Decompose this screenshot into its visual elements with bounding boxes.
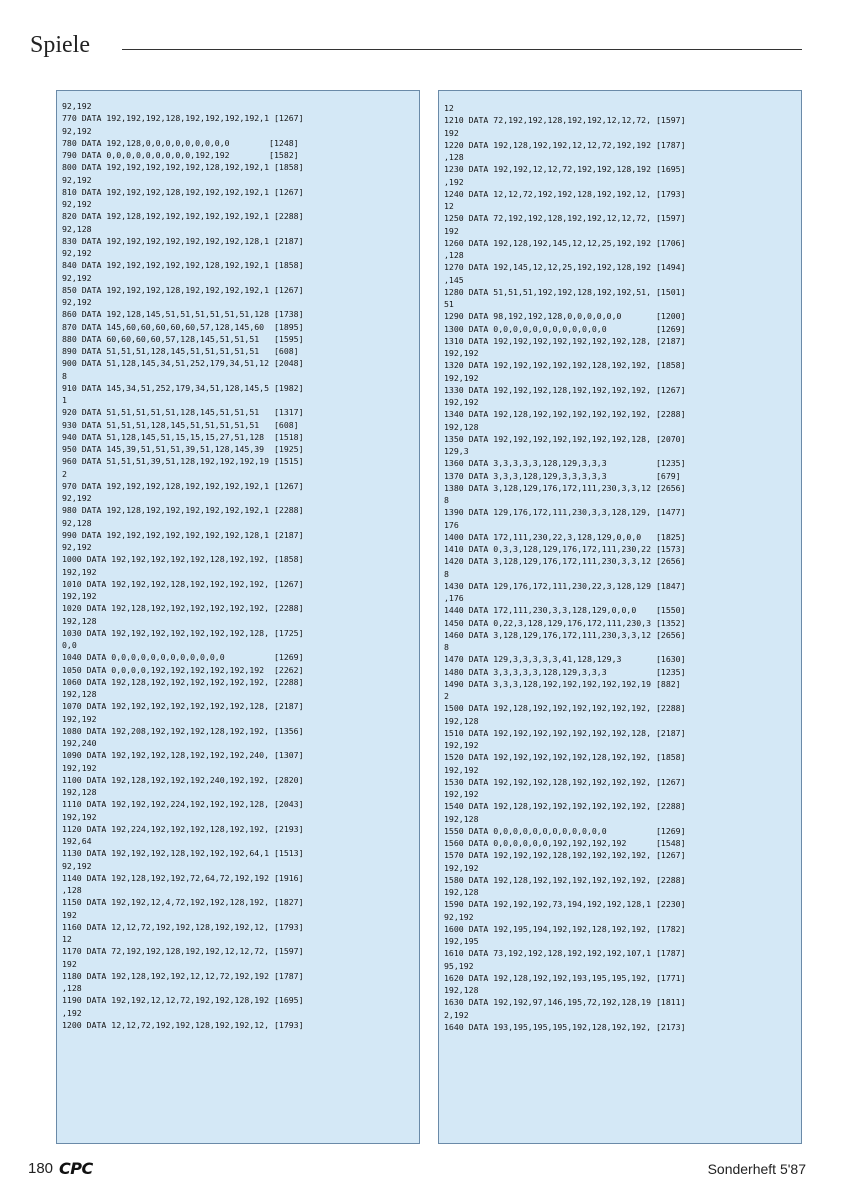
listing-line: 8	[444, 568, 449, 579]
listing-line: 990 DATA 192,192,192,192,192,192,192,128,1 [2187]	[62, 529, 304, 540]
listing-line: 1080 DATA 192,208,192,192,192,128,192,192, [1356]	[62, 725, 304, 736]
listing-line: 1630 DATA 192,192,97,146,195,72,192,128,19 [1811]	[444, 997, 686, 1008]
listing-line: 1090 DATA 192,192,192,128,192,192,192,240, [1307]	[62, 750, 304, 761]
listing-line: 1380 DATA 3,128,129,176,172,111,230,3,3,12 [2656]	[444, 482, 686, 493]
listing-line: 1540 DATA 192,128,192,192,192,192,192,192, [2288]	[444, 801, 686, 812]
magazine-logo: CPC	[59, 1159, 93, 1178]
listing-line: 1350 DATA 192,192,192,192,192,192,192,128, [2070]	[444, 433, 686, 444]
listing-line: 1170 DATA 72,192,192,128,192,192,12,12,72, [1597]	[62, 946, 304, 957]
listing-line: 1020 DATA 192,128,192,192,192,192,192,192, [2288]	[62, 603, 304, 614]
code-listing-left	[62, 100, 304, 1031]
listing-line: 8	[444, 495, 449, 505]
listing-line: 192,128	[444, 887, 479, 897]
listing-line: 129,3	[444, 446, 469, 456]
listing-line: 192,195	[444, 936, 479, 946]
listing-line: ,145	[444, 274, 464, 285]
listing-line: 192,128	[444, 421, 479, 432]
listing-line: 830 DATA 192,192,192,192,192,192,192,128,1 [2187]	[62, 235, 304, 246]
page-number: 180	[28, 1160, 54, 1177]
listing-line: ,192	[444, 176, 464, 187]
listing-line: 1370 DATA 3,3,3,128,129,3,3,3,3,3 [679]	[444, 470, 681, 481]
listing-line: 192,128	[444, 985, 479, 995]
listing-line: 192,240	[62, 738, 97, 748]
listing-line: ,128	[444, 152, 464, 162]
listing-line: 1410 DATA 0,3,3,128,129,176,172,111,230,22 [1573]	[444, 544, 686, 554]
listing-line: 1190 DATA 192,192,12,12,72,192,192,128,192 [1695]	[62, 995, 304, 1006]
listing-line: 790 DATA 0,0,0,0,0,0,0,0,0,192,192 [1582]	[62, 150, 299, 160]
listing-line: ,128	[444, 250, 464, 260]
listing-line: 1210 DATA 72,192,192,128,192,192,12,12,72, [1597]	[444, 115, 686, 126]
listing-line: 1120 DATA 192,224,192,192,192,128,192,192, [2193]	[62, 823, 304, 834]
listing-line: 192,64	[62, 836, 92, 846]
listing-line: 192,128	[62, 689, 97, 699]
issue-label: Sonderheft 5'87	[707, 1161, 806, 1177]
listing-line: 192,128	[62, 615, 97, 626]
listing-line: 192,192	[444, 789, 479, 799]
listing-line: 950 DATA 145,39,51,51,51,39,51,128,145,39 [1925]	[62, 444, 304, 454]
listing-line: 51	[444, 299, 454, 309]
listing-line: 92,192	[62, 199, 92, 209]
listing-line: 1640 DATA 193,195,195,195,192,128,192,192, [2173]	[444, 1021, 686, 1032]
listing-line: 1310 DATA 192,192,192,192,192,192,192,128, [2187]	[444, 335, 686, 346]
listing-line: 1160 DATA 12,12,72,192,192,128,192,192,12, [1793]	[62, 921, 304, 932]
listing-line: 1050 DATA 0,0,0,0,192,192,192,192,192,192 [2262]	[62, 664, 304, 675]
listing-line: 1200 DATA 12,12,72,192,192,128,192,192,12, [1793]	[62, 1019, 304, 1030]
listing-line: 92,192	[62, 297, 92, 307]
listing-line: 770 DATA 192,192,192,128,192,192,192,192,1 [1267]	[62, 113, 304, 124]
listing-line: ,128	[62, 983, 82, 993]
listing-line: 192	[62, 909, 77, 920]
page-header	[30, 32, 802, 58]
listing-line: 1070 DATA 192,192,192,192,192,192,192,128, [2187]	[62, 701, 304, 712]
listing-line: 92,192	[62, 248, 92, 258]
listing-line: 1460 DATA 3,128,129,176,172,111,230,3,3,12 [2656]	[444, 629, 686, 640]
listing-line: 1320 DATA 192,192,192,192,192,128,192,192, [1858]	[444, 360, 686, 371]
listing-line: 1000 DATA 192,192,192,192,192,128,192,192, [1858]	[62, 554, 304, 565]
listing-line: 1390 DATA 129,176,172,111,230,3,3,128,129, [1477]	[444, 507, 686, 518]
listing-line: 1340 DATA 192,128,192,192,192,192,192,192, [2288]	[444, 409, 686, 420]
listing-line: 1100 DATA 192,128,192,192,192,240,192,192, [2820]	[62, 774, 304, 785]
listing-line: 1550 DATA 0,0,0,0,0,0,0,0,0,0,0,0 [1269]	[444, 825, 686, 836]
listing-line: 192,128	[444, 813, 479, 824]
listing-line: 192,192	[444, 348, 479, 358]
listing-line: 1430 DATA 129,176,172,111,230,22,3,128,129 [1847]	[444, 580, 686, 591]
listing-line: 1510 DATA 192,192,192,192,192,192,192,128, [2187]	[444, 727, 686, 738]
listing-line: 970 DATA 192,192,192,128,192,192,192,192,1 [1267]	[62, 480, 304, 491]
listing-line: 1110 DATA 192,192,192,224,192,192,192,128, [2043]	[62, 799, 304, 810]
code-listing-right	[444, 102, 686, 1033]
listing-line: 960 DATA 51,51,51,39,51,128,192,192,192,19 [1515]	[62, 456, 304, 467]
listing-line: 0,0	[62, 640, 77, 650]
listing-line: 1140 DATA 192,128,192,192,72,64,72,192,192 [1916]	[62, 872, 304, 883]
listing-line: 12	[444, 201, 454, 211]
listing-line: 92,192	[62, 860, 92, 871]
listing-line: 980 DATA 192,128,192,192,192,192,192,192,1 [2288]	[62, 505, 304, 516]
listing-line: 1240 DATA 12,12,72,192,192,128,192,192,12, [1793]	[444, 188, 686, 199]
listing-column-right	[438, 90, 802, 1144]
listing-line: 920 DATA 51,51,51,51,51,128,145,51,51,51 [1317]	[62, 407, 304, 418]
listing-line: 1440 DATA 172,111,230,3,3,128,129,0,0,0 [1550]	[444, 605, 686, 616]
listing-line: 1280 DATA 51,51,51,192,192,128,192,192,51, [1501]	[444, 286, 686, 297]
listing-line: 192,192	[62, 811, 97, 822]
listing-line: 1360 DATA 3,3,3,3,3,128,129,3,3,3 [1235]	[444, 458, 686, 469]
listing-line: 192	[444, 225, 459, 236]
listing-line: 860 DATA 192,128,145,51,51,51,51,51,51,128 [1738]	[62, 309, 304, 320]
listing-line: 1230 DATA 192,192,12,12,72,192,192,128,192 [1695]	[444, 164, 686, 175]
listing-line: 1040 DATA 0,0,0,0,0,0,0,0,0,0,0,0 [1269]	[62, 652, 304, 663]
listing-line: 2,192	[444, 1009, 469, 1020]
listing-line: 810 DATA 192,192,192,128,192,192,192,192,1 [1267]	[62, 186, 304, 197]
listing-line: ,176	[444, 593, 464, 603]
listing-line: 870 DATA 145,60,60,60,60,60,57,128,145,60 [1895]	[62, 321, 304, 332]
listing-line: 1620 DATA 192,128,192,192,193,195,195,192, [1771]	[444, 972, 686, 983]
listing-line: 1450 DATA 0,22,3,128,129,176,172,111,230,3 [1352]	[444, 617, 686, 628]
listing-line: 95,192	[444, 960, 474, 971]
listing-line: 1480 DATA 3,3,3,3,3,128,129,3,3,3 [1235]	[444, 666, 686, 677]
listing-line: 1600 DATA 192,195,194,192,192,128,192,192, [1782]	[444, 923, 686, 934]
listing-line: 8	[444, 642, 449, 652]
listing-line: 92,192	[62, 101, 92, 111]
listing-line: 1290 DATA 98,192,192,128,0,0,0,0,0,0 [1200]	[444, 311, 686, 322]
listing-line: 1590 DATA 192,192,192,73,194,192,192,128,1 [2230]	[444, 899, 686, 910]
listing-line: 1030 DATA 192,192,192,192,192,192,192,128, [1725]	[62, 627, 304, 638]
listing-line: 1570 DATA 192,192,192,128,192,192,192,192, [1267]	[444, 850, 686, 861]
listing-line: 176	[444, 519, 459, 530]
listing-line: 192,192	[444, 764, 479, 775]
listing-line: 1250 DATA 72,192,192,128,192,192,12,12,72, [1597]	[444, 213, 686, 224]
listing-line: 192,192	[62, 762, 97, 773]
listing-line: 1	[62, 395, 67, 405]
listing-line: 92,128	[62, 223, 92, 234]
listing-line: 192,192	[444, 740, 479, 750]
listing-line: 8	[62, 370, 67, 381]
listing-line: 1500 DATA 192,128,192,192,192,192,192,192, [2288]	[444, 703, 686, 714]
listing-line: ,192	[62, 1007, 82, 1018]
listing-line: 192,192	[444, 397, 479, 407]
listing-line: 1130 DATA 192,192,192,128,192,192,192,64,1 [1513]	[62, 848, 304, 859]
listing-line: 2	[62, 468, 67, 479]
listing-line: 1490 DATA 3,3,3,128,192,192,192,192,192,19 [882]	[444, 678, 681, 689]
listing-line: 1260 DATA 192,128,192,145,12,12,25,192,192 [1706]	[444, 237, 686, 248]
header-rule	[122, 49, 802, 50]
listing-line: 1610 DATA 73,192,192,128,192,192,192,107,1 [1787]	[444, 948, 686, 959]
listing-line: 2	[444, 691, 449, 701]
listing-line: 192,192	[62, 566, 97, 577]
listing-line: 910 DATA 145,34,51,252,179,34,51,128,145,5 [1982]	[62, 382, 304, 393]
listing-line: 800 DATA 192,192,192,192,192,128,192,192,1 [1858]	[62, 162, 304, 173]
listing-line: 12	[444, 103, 454, 113]
listing-line: 92,192	[62, 493, 92, 503]
listing-line: 92,192	[62, 272, 92, 283]
listing-column-left	[56, 90, 420, 1144]
listing-line: ,128	[62, 885, 82, 895]
listing-line: 92,192	[62, 125, 92, 136]
listing-line: 1420 DATA 3,128,129,176,172,111,230,3,3,12 [2656]	[444, 556, 686, 567]
listing-line: 192,192	[444, 862, 479, 873]
listing-line: 1150 DATA 192,192,12,4,72,192,192,128,192, [1827]	[62, 897, 304, 908]
listing-line: 192,192	[444, 372, 479, 383]
listing-line: 850 DATA 192,192,192,128,192,192,192,192,1 [1267]	[62, 284, 304, 295]
listing-line: 1560 DATA 0,0,0,0,0,0,192,192,192,192 [1548]	[444, 838, 686, 848]
listing-line: 192,128	[62, 787, 97, 797]
listing-line: 840 DATA 192,192,192,192,192,128,192,192,1 [1858]	[62, 260, 304, 271]
listing-line: 192	[62, 958, 77, 969]
listing-line: 1470 DATA 129,3,3,3,3,3,41,128,129,3 [1630]	[444, 654, 686, 665]
listing-line: 92,192	[62, 174, 92, 185]
listing-line: 12	[62, 934, 72, 944]
listing-line: 192,192	[62, 713, 97, 724]
listing-line: 1580 DATA 192,128,192,192,192,192,192,192, [2288]	[444, 874, 686, 885]
listing-line: 92,192	[62, 542, 92, 552]
listing-line: 780 DATA 192,128,0,0,0,0,0,0,0,0,0 [1248]	[62, 137, 299, 148]
listing-line: 940 DATA 51,128,145,51,15,15,15,27,51,128 [1518]	[62, 431, 304, 442]
listing-line: 820 DATA 192,128,192,192,192,192,192,192,1 [2288]	[62, 211, 304, 222]
listing-line: 1010 DATA 192,192,192,128,192,192,192,192, [1267]	[62, 578, 304, 589]
listing-line: 1530 DATA 192,192,192,128,192,192,192,192, [1267]	[444, 776, 686, 787]
listing-line: 1270 DATA 192,145,12,12,25,192,192,128,192 [1494]	[444, 262, 686, 273]
listing-line: 1400 DATA 172,111,230,22,3,128,129,0,0,0 [1825]	[444, 531, 686, 542]
listing-line: 192	[444, 127, 459, 138]
listing-line: 1060 DATA 192,128,192,192,192,192,192,192, [2288]	[62, 676, 304, 687]
listing-line: 1520 DATA 192,192,192,192,192,128,192,192, [1858]	[444, 752, 686, 763]
listing-line: 92,128	[62, 517, 92, 528]
listing-line: 1330 DATA 192,192,192,128,192,192,192,192, [1267]	[444, 384, 686, 395]
listing-line: 1300 DATA 0,0,0,0,0,0,0,0,0,0,0,0 [1269]	[444, 323, 686, 334]
listing-line: 1220 DATA 192,128,192,192,12,12,72,192,192 [1787]	[444, 139, 686, 150]
listing-line: 192,128	[444, 715, 479, 726]
listing-line: 930 DATA 51,51,51,128,145,51,51,51,51,51 [608]	[62, 419, 299, 430]
listing-line: 92,192	[444, 911, 474, 922]
listing-line: 192,192	[62, 591, 97, 601]
listing-line: 890 DATA 51,51,51,128,145,51,51,51,51,51 [608]	[62, 346, 299, 356]
listing-line: 1180 DATA 192,128,192,192,12,12,72,192,192 [1787]	[62, 970, 304, 981]
section-title: Spiele	[30, 32, 90, 58]
listing-line: 900 DATA 51,128,145,34,51,252,179,34,51,12 [2048]	[62, 358, 304, 369]
listing-line: 880 DATA 60,60,60,60,57,128,145,51,51,51 [1595]	[62, 333, 304, 344]
